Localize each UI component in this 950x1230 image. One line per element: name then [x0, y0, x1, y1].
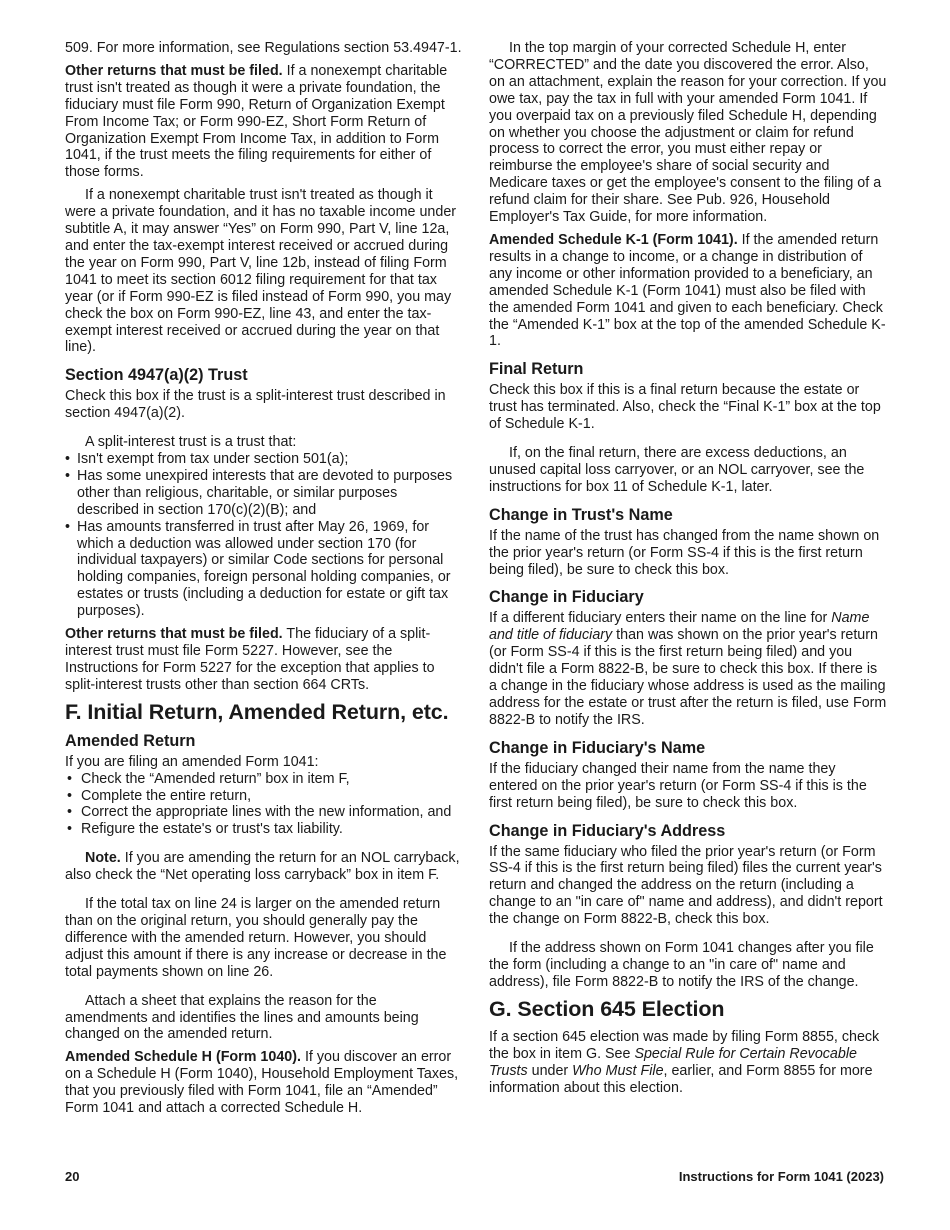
paragraph-final-1: Check this box if this is a final return because the estate or trust has terminated. Also, check the “Final K-1” box at the top of Schedule K-1.	[489, 382, 881, 433]
paragraph-final-2: If, on the final return, there are excess deductions, an unused capital loss carryover, or an NOL carryover, see the instructions for box 11 of Schedule K-1, later.	[489, 445, 865, 495]
paragraph-text: If a nonexempt charitable trust isn't treated as though it were a private foundation, the fiduciary must file Form 990, Return of Organization Exempt From Income Tax; or Form 990-EZ, Short Form Return of Organization Exempt From Income Tax, in addition to Form 1041, if the trust meets the filing requirements for either of those forms.	[65, 62, 448, 181]
split-interest-list	[65, 451, 463, 620]
list-item: • Complete the entire return,	[65, 788, 463, 805]
paragraph-note	[65, 850, 463, 884]
list-item: • Refigure the estate's or trust's tax liability.	[65, 821, 463, 838]
emphasis-text: Who Must File	[572, 1062, 664, 1079]
paragraph-nonexempt-trust: If a nonexempt charitable trust isn't treated as though it were a private foundation, and it has no taxable income under subtitle A, it may answer “Yes” on Form 990, Part V, line 12a, and enter the tax-exempt interest received or accrued during the year on Form 990, Part V, line 12b, instead of filing Form 1041 to meet its section 6012 filing requirement for that tax year (or if Form 990-EZ is filed instead of Form 990, you may check the box on Form 990-EZ, line 43, and enter the tax-exempt interest received or accrued during the year on that line).	[65, 187, 457, 356]
paragraph-other-returns-split	[65, 626, 463, 694]
heading-change-trust-name: Change in Trust's Name	[489, 505, 673, 524]
paragraph-text: The fiduciary of a split-interest trust must file Form 5227. However, see the Instructions for Form 5227 for the exception that applies to split-interest trusts other than section 664 CRTs.	[65, 626, 435, 693]
list-item: • Isn't exempt from tax under section 501(a);	[65, 451, 463, 468]
right-column	[489, 40, 887, 1102]
paragraph-regulations: 509. For more information, see Regulations section 53.4947-1.	[65, 40, 462, 56]
run-in-heading: Other returns that must be filed.	[65, 62, 283, 79]
note-label: Note.	[85, 850, 121, 867]
list-item: • Correct the appropriate lines with the new information, and	[65, 804, 463, 821]
paragraph-text: If a different fiduciary enters their name on the line for	[489, 610, 832, 627]
heading-change-fiduciary: Change in Fiduciary	[489, 588, 644, 607]
paragraph-fiduciary-name: If the fiduciary changed their name from the name they entered on the prior year's return (or Form SS-4 if this is the first return being filed), be sure to check this box.	[489, 760, 867, 811]
heading-change-fiduciary-address: Change in Fiduciary's Address	[489, 821, 726, 840]
document-title: Instructions for Form 1041 (2023)	[678, 1169, 884, 1184]
paragraph-amended-intro: If you are filing an amended Form 1041:	[65, 753, 319, 770]
paragraph-text: , earlier, and Form 8855 for more information about this election.	[489, 1062, 873, 1096]
paragraph-text: under	[527, 1062, 573, 1079]
list-item: • Has amounts transferred in trust after May 26, 1969, for which a deduction was allowed under section 170 (for individual taxpayers) or similar Code sections for personal holding companies, foreign personal holding companies, or estates or trusts (including a deduction for estate or gift tax purposes).	[65, 519, 463, 620]
heading-section-g: G. Section 645 Election	[489, 996, 725, 1021]
paragraph-fiduciary	[489, 610, 887, 728]
heading-amended-return: Amended Return	[65, 731, 196, 750]
paragraph-schedule-h	[65, 1049, 463, 1117]
paragraph-text: If the amended return results in a change to income, or a change in distribution of any income or other information provided to a beneficiary, an amended Schedule K-1 (Form 1041) must also be filed with the amended Form 1041 and given to each beneficiary. Check the “Amended K-1” box at the top of the amended Schedule K-1.	[489, 231, 886, 350]
heading-section-4947: Section 4947(a)(2) Trust	[65, 366, 248, 385]
paragraph-text: If you discover an error on a Schedule H (Form 1040), Household Employment Taxes, that you previously filed with Form 1041, file an “Amended” Form 1041 and attach a corrected Schedule H.	[65, 1049, 459, 1117]
paragraph-text: than was shown on the prior year's return (or Form SS-4 if this is the first return being filed) and you didn't file a Form 8822-B, be sure to check this box. If there is a change in the fiduciary whose address is used as the mailing address for the estate or trust after the return is filed, use Form 8822-B to notify the IRS.	[489, 627, 887, 728]
paragraph-text: If a section 645 election was made by filing Form 8855, check the box in item G. See	[489, 1028, 880, 1062]
list-item: • Check the “Amended return” box in item F,	[65, 771, 463, 788]
run-in-heading: Amended Schedule H (Form 1040).	[65, 1049, 301, 1066]
paragraph-split-intro: A split-interest trust is a trust that:	[85, 434, 297, 451]
heading-section-f: F. Initial Return, Amended Return, etc.	[65, 699, 449, 724]
left-column	[65, 40, 463, 1123]
emphasis-text: Special Rule for Certain Revocable Trusts	[489, 1045, 857, 1079]
paragraph-section-645	[489, 1029, 887, 1097]
paragraph-corrected: In the top margin of your corrected Schedule H, enter “CORRECTED” and the date you discovered the error. Also, on an attachment, explain the reason for your correction. If you owe tax, pay the tax in full with your amended Form 1041. If you overpaid tax on a previously filed Schedule H, depending on whether you choose the adjustment or claim for refund process to correct the error, you must either repay or reimburse the employee's share of social security and Medicare taxes or get the employee's consent to the filing of a refund claim for their share. See Pub. 926, Household Employer's Tax Guide, for more information.	[489, 40, 887, 226]
paragraph-trust-name: If the name of the trust has changed from the name shown on the prior year's return (or Form SS-4 if this is the first return being filed), be sure to check this box.	[489, 527, 880, 578]
paragraph-total-tax: If the total tax on line 24 is larger on the amended return than on the original return, you should generally pay the difference with the amended return. However, you should adjust this amount if there is any increase or decrease in the total payments shown on line 26.	[65, 896, 447, 980]
emphasis-text: Name and title of fiduciary	[489, 610, 870, 644]
list-item: • Has some unexpired interests that are devoted to purposes other than religious, charitable, or similar purposes described in section 170(c)(2)(B); and	[65, 468, 463, 519]
paragraph-other-returns	[65, 63, 463, 181]
heading-change-fiduciary-name: Change in Fiduciary's Name	[489, 738, 706, 757]
paragraph-4947: Check this box if the trust is a split-interest trust described in section 4947(a)(2).	[65, 388, 446, 422]
paragraph-attach-sheet: Attach a sheet that explains the reason for the amendments and identifies the lines and amounts being changed on the amended return.	[65, 992, 419, 1043]
paragraph-amended-k1	[489, 232, 887, 350]
run-in-heading: Other returns that must be filed.	[65, 626, 283, 643]
heading-final-return: Final Return	[489, 360, 584, 379]
paragraph-fiduciary-address-2: If the address shown on Form 1041 changes after you file the form (including a change to an "in care of" name and address), file Form 8822-B to notify the IRS of the change.	[489, 940, 874, 990]
paragraph-fiduciary-address-1: If the same fiduciary who filed the prior year's return (or Form SS-4 if this is the first return being filed) files the current year's return and changed the address on the return (including a change to an "in care of" name and address), and didn't report the change on Form 8822-B, check this box.	[489, 843, 883, 928]
page-number: 20	[65, 1169, 80, 1184]
amended-list	[65, 771, 463, 839]
paragraph-text: If you are amending the return for an NOL carryback, also check the “Net operating loss carryback” box in item F.	[65, 850, 460, 884]
run-in-heading: Amended Schedule K-1 (Form 1041).	[489, 231, 738, 248]
